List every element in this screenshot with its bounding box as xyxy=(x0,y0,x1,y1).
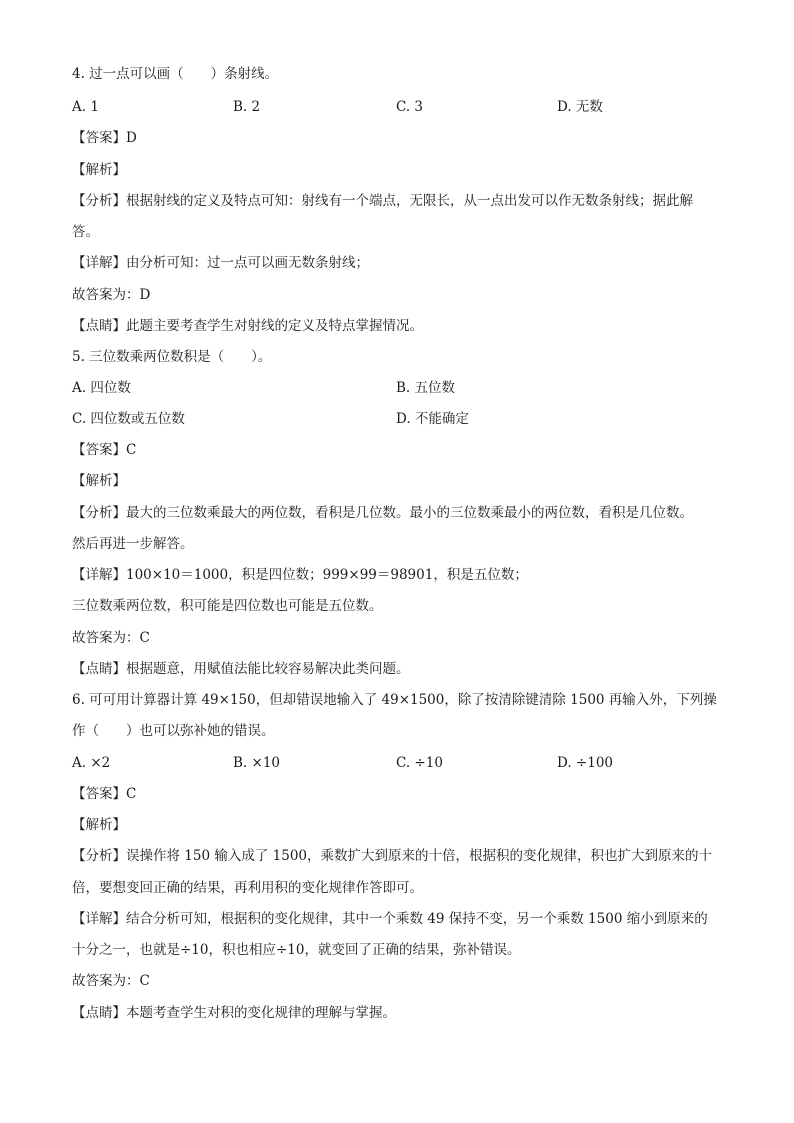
question-4-stem: 4. 过一点可以画（ ）条射线。 xyxy=(72,66,279,82)
option-a: A. 四位数 xyxy=(72,380,131,396)
question-4-fenxi-line-1: 【分析】根据射线的定义及特点可知：射线有一个端点，无限长，从一点出发可以作无数条射线；据此解 xyxy=(72,193,693,209)
question-4-answer: 【答案】D xyxy=(72,130,137,146)
option-b: B. ×10 xyxy=(233,755,280,771)
question-5-answer: 【答案】C xyxy=(72,442,137,458)
question-6-fenxi-line-2: 倍，要想变回正确的结果，再利用积的变化规律作答即可。 xyxy=(72,880,423,896)
question-4-options xyxy=(0,97,794,117)
question-6-xiangjie-line-1: 【详解】结合分析可知，根据积的变化规律，其中一个乘数 49 保持不变，另一个乘数 1500 缩小到原来的 xyxy=(72,911,708,927)
question-6-stem-line-1: 6. 可可用计算器计算 49×150，但却错误地输入了 49×1500，除了按清除键清除 1500 再输入外，下列操 xyxy=(72,692,717,708)
question-4-xiangjie: 【详解】由分析可知：过一点可以画无数条射线； xyxy=(72,255,369,271)
option-a: A. 1 xyxy=(72,99,99,115)
option-d: D. 无数 xyxy=(557,99,603,115)
question-5-xiangjie-line-2: 三位数乘两位数，积可能是四位数也可能是五位数。 xyxy=(72,598,383,614)
question-5-dianjing: 【点睛】根据题意，用赋值法能比较容易解决此类问题。 xyxy=(72,661,410,677)
question-5-fenxi-line-1: 【分析】最大的三位数乘最大的两位数，看积是几位数。最小的三位数乘最小的两位数，看积是几位数。 xyxy=(72,505,693,521)
question-5-fenxi-line-2: 然后再进一步解答。 xyxy=(72,536,194,552)
option-c: C. 3 xyxy=(396,99,424,115)
question-5-conclusion: 故答案为：C xyxy=(72,630,150,646)
question-4-dianjing: 【点睛】此题主要考查学生对射线的定义及特点掌握情况。 xyxy=(72,318,423,334)
question-6-stem-line-2: 作（ ）也可以弥补她的错误。 xyxy=(72,723,275,739)
question-5-options-row-2 xyxy=(0,409,794,429)
question-5-analysis-header: 【解析】 xyxy=(72,473,126,489)
question-5-options-row-1 xyxy=(0,378,794,398)
question-5-xiangjie-line-1: 【详解】100×10＝1000，积是四位数；999×99＝98901，积是五位数； xyxy=(72,567,528,583)
question-4-fenxi-line-2: 答。 xyxy=(72,224,99,240)
option-c: C. 四位数或五位数 xyxy=(72,411,185,427)
option-c: C. ÷10 xyxy=(396,755,443,771)
question-6-options xyxy=(0,753,794,773)
option-d: D. ÷100 xyxy=(557,755,614,771)
option-b: B. 五位数 xyxy=(396,380,456,396)
question-6-analysis-header: 【解析】 xyxy=(72,817,126,833)
option-a: A. ×2 xyxy=(72,755,111,771)
question-6-xiangjie-line-2: 十分之一，也就是÷10，积也相应÷10，就变回了正确的结果，弥补错误。 xyxy=(72,942,521,958)
question-6-answer: 【答案】C xyxy=(72,786,137,802)
question-4-analysis-header: 【解析】 xyxy=(72,162,126,178)
option-b: B. 2 xyxy=(233,99,261,115)
option-d: D. 不能确定 xyxy=(396,411,469,427)
question-6-conclusion: 故答案为：C xyxy=(72,973,150,989)
question-5-stem: 5. 三位数乘两位数积是（ ）。 xyxy=(72,349,272,365)
question-6-fenxi-line-1: 【分析】误操作将 150 输入成了 1500，乘数扩大到原来的十倍，根据积的变化规律，积也扩大到原来的十 xyxy=(72,848,712,864)
question-4-conclusion: 故答案为：D xyxy=(72,287,151,303)
question-6-dianjing: 【点睛】本题考查学生对积的变化规律的理解与掌握。 xyxy=(72,1005,396,1021)
